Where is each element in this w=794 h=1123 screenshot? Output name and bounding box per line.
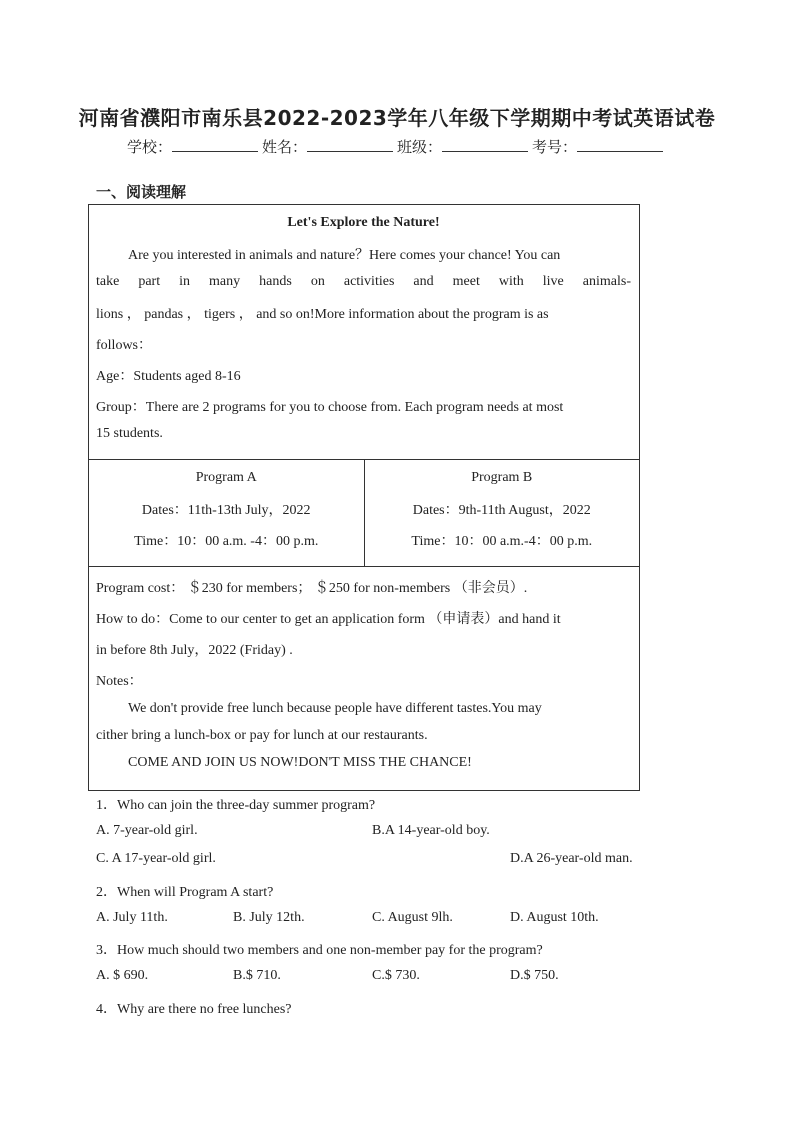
cost-line: Program cost： ＄230 for members； ＄250 for non-members （非会员）. <box>96 581 528 596</box>
passage-details-box <box>88 566 640 791</box>
exam-title: 河南省濮阳市南乐县2022-2023学年八年级下学期期中考试英语试卷 <box>78 106 716 130</box>
program-a-cell <box>89 460 364 566</box>
question-1-option-d[interactable]: D.A 26-year-old man. <box>510 851 633 866</box>
question-3-option-d[interactable]: D.$ 750. <box>510 968 559 983</box>
closing-line: COME AND JOIN US NOW!DON'T MISS THE CHANCE! <box>128 755 472 770</box>
school-label: 学校： <box>126 138 172 156</box>
intro-line: Are you interested in animals and nature？Here comes your chance! You can <box>128 248 561 263</box>
group-line: 15 students. <box>96 426 163 441</box>
intro-line: take part in many hands on activities and meet with live animals- <box>96 274 631 289</box>
age-line: Age：Students aged 8-16 <box>96 369 241 384</box>
student-info-line <box>0 136 794 157</box>
question-2-option-b[interactable]: B. July 12th. <box>233 910 305 925</box>
section-title: 一、阅读理解 <box>96 183 187 201</box>
program-b-dates: Dates：9th-11th August，2022 <box>412 503 591 518</box>
name-blank <box>307 137 393 152</box>
notes-line: We don't provide free lunch because people have different tastes.You may <box>128 701 542 716</box>
intro-line: follows： <box>96 338 152 353</box>
intro-line: lions ， pandas ， tigers ， and so on!More information about the program is as <box>96 307 549 322</box>
notes-label: Notes： <box>96 674 143 689</box>
class-label: 班级： <box>397 138 443 156</box>
question-2-stem: 2．When will Program A start? <box>96 885 274 900</box>
question-3-stem: 3．How much should two members and one non-member pay for the program? <box>96 943 543 958</box>
program-b-cell <box>364 460 640 566</box>
program-a-name: Program A <box>195 470 257 485</box>
exam-number-blank <box>577 137 663 152</box>
class-blank <box>442 137 528 152</box>
question-4-stem: 4．Why are there no free lunches? <box>96 1002 292 1017</box>
program-table <box>88 459 640 567</box>
group-line: Group：There are 2 programs for you to choose from. Each program needs at most <box>96 400 564 415</box>
name-label: 姓名： <box>261 138 307 156</box>
notes-line: cither bring a lunch-box or pay for lunch at our restaurants. <box>96 728 428 743</box>
question-3-option-b[interactable]: B.$ 710. <box>233 968 281 983</box>
howto-line: How to do：Come to our center to get an application form （申请表）and hand it <box>96 612 561 627</box>
program-b-name: Program B <box>471 470 533 485</box>
program-a-dates: Dates：11th-13th July，2022 <box>141 503 311 518</box>
question-2-option-a[interactable]: A. July 11th. <box>96 910 168 925</box>
question-3-option-c[interactable]: C.$ 730. <box>372 968 420 983</box>
question-1-option-c[interactable]: C. A 17-year-old girl. <box>96 851 216 866</box>
question-2-option-d[interactable]: D. August 10th. <box>510 910 599 925</box>
program-a-time: Time：10：00 a.m. -4：00 p.m. <box>134 534 319 549</box>
question-2-option-c[interactable]: C. August 9lh. <box>372 910 453 925</box>
exam-number-label: 考号： <box>532 138 578 156</box>
passage-heading: Let's Explore the Nature! <box>287 215 440 230</box>
question-1-option-a[interactable]: A. 7-year-old girl. <box>96 823 198 838</box>
howto-line: in before 8th July，2022 (Friday) . <box>96 643 293 658</box>
program-b-time: Time：10：00 a.m.-4：00 p.m. <box>411 534 593 549</box>
question-3-option-a[interactable]: A. $ 690. <box>96 968 149 983</box>
passage-intro-box <box>88 204 640 460</box>
school-blank <box>172 137 258 152</box>
question-1-stem: 1．Who can join the three-day summer program? <box>96 798 376 813</box>
question-1-option-b[interactable]: B.A 14-year-old boy. <box>372 823 490 838</box>
